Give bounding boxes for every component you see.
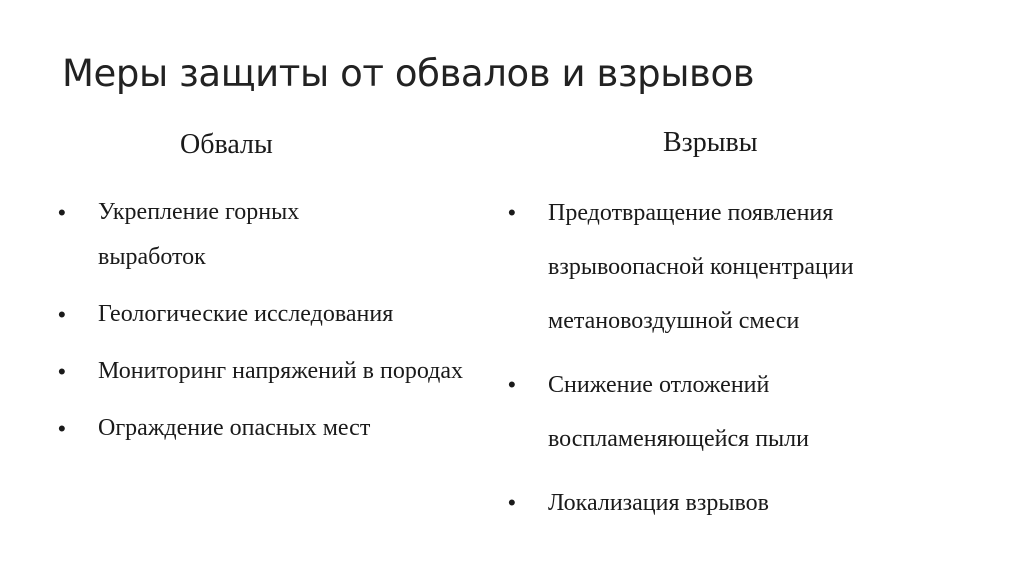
list-item-text: Ограждение опасных мест bbox=[98, 415, 371, 441]
list-item bbox=[58, 190, 398, 280]
list-item bbox=[58, 292, 538, 337]
bullet-icon: • bbox=[58, 302, 66, 327]
slide-title: Меры защиты от обвалов и взрывов bbox=[62, 52, 755, 95]
list-item bbox=[508, 358, 928, 466]
bullet-icon: • bbox=[58, 200, 66, 225]
list-item-text: Мониторинг напряжений в породах bbox=[98, 358, 463, 384]
explosion-measures-list bbox=[508, 186, 948, 540]
column-heading-explosions: Взрывы bbox=[663, 127, 758, 158]
collapse-measures-list bbox=[58, 190, 498, 463]
list-item-text: Геологические исследования bbox=[98, 301, 394, 327]
list-item-text: Предотвращение появления взрывоопасной концентрации метановоздушной смеси bbox=[548, 200, 854, 334]
list-item-text: Снижение отложений воспламеняющейся пыли bbox=[548, 372, 809, 452]
list-item bbox=[508, 476, 968, 530]
list-item bbox=[58, 406, 538, 451]
bullet-icon: • bbox=[508, 490, 516, 515]
column-heading-collapses: Обвалы bbox=[180, 129, 273, 160]
list-item bbox=[508, 186, 968, 348]
bullet-icon: • bbox=[58, 416, 66, 441]
bullet-icon: • bbox=[508, 372, 516, 397]
bullet-icon: • bbox=[508, 200, 516, 225]
list-item bbox=[58, 349, 498, 394]
list-item-text: Локализация взрывов bbox=[548, 490, 769, 516]
list-item-text: Укрепление горных выработок bbox=[98, 199, 300, 270]
bullet-icon: • bbox=[58, 359, 66, 384]
